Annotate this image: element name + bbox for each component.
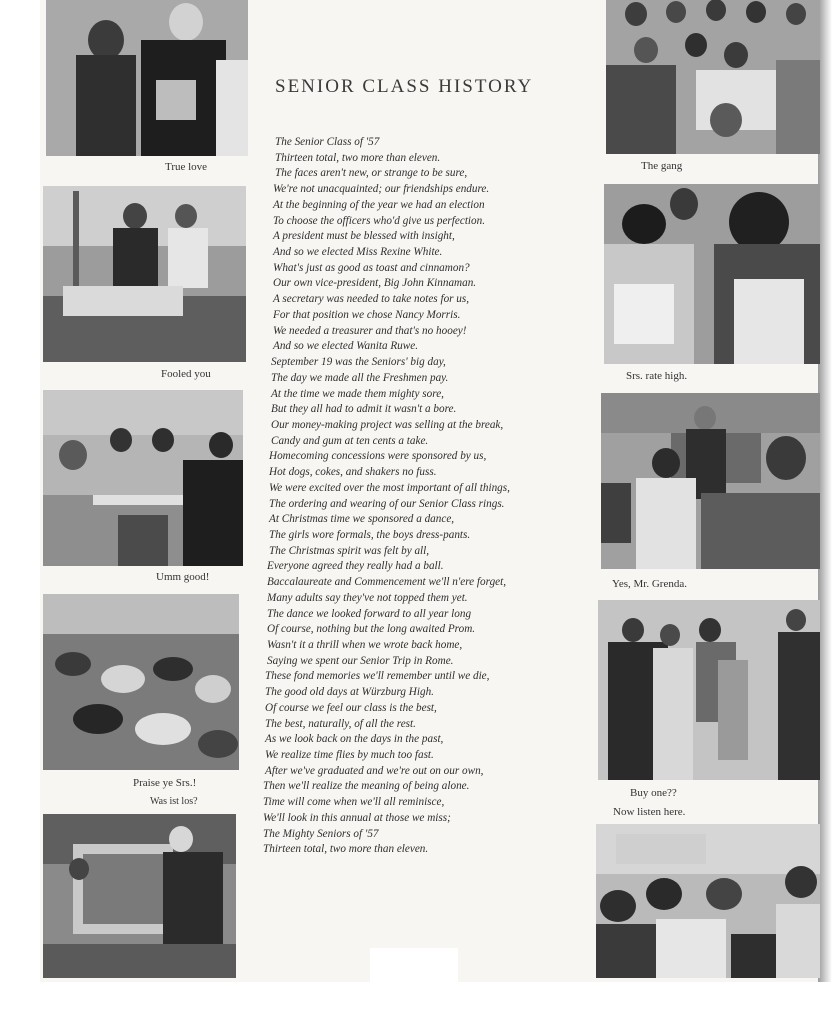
poem-line: The faces aren't new, or strange to be sure, [275,167,468,180]
caption-now-listen-here: Now listen here. [613,806,686,818]
poem-line: To choose the officers who'd give us perfection. [273,214,486,227]
poem-line: At the beginning of the year we had an election [273,198,485,211]
photo-yes-mr-grenda [601,393,820,569]
poem-line: Hot dogs, cokes, and shakers no fuss. [269,466,437,479]
poem-line: Thirteen total, two more than eleven. [275,151,441,164]
poem-line: The Senior Class of '57 [275,136,380,148]
poem-line: Then we'll realize the meaning of being alone. [263,780,470,793]
poem-line: Our own vice-president, Big John Kinnaman. [273,277,477,290]
page-title: SENIOR CLASS HISTORY [275,76,534,97]
caption-fooled-you: Fooled you [161,368,211,380]
poem-line: Of course, nothing but the long awaited Prom. [267,623,476,636]
photo-srs-rate-high [604,184,820,364]
poem-line: We're not unacquainted; our friendships endure. [273,183,490,196]
caption-praise-ye-srs: Praise ye Srs.! [133,777,197,789]
poem-line: September 19 was the Seniors' big day, [271,356,446,369]
page-edge-shadow [818,0,832,982]
photo-praise-ye-srs [43,594,239,770]
poem-line: Candy and gum at ten cents a take. [271,434,429,447]
photo-now-listen-here [596,824,820,978]
photo-the-gang [606,0,820,154]
poem-line: The Christmas spirit was felt by all, [269,544,430,557]
poem-line: And so we elected Wanita Ruwe. [273,340,418,353]
poem-line: The girls wore formals, the boys dress-pants. [269,528,471,541]
poem-line: And so we elected Miss Rexine White. [273,246,443,259]
photo-fooled-you [43,186,246,362]
poem-line: At the time we made them mighty sore, [271,387,444,400]
poem-line: The good old days at Würzburg High. [265,686,434,699]
caption-was-ist-los: Was ist los? [150,796,198,807]
page-bottom-notch [370,948,458,982]
poem-line: The day we made all the Freshmen pay. [271,371,449,384]
poem-line: Saying we spent our Senior Trip in Rome. [267,654,454,667]
poem-line: We realize time flies by much too fast. [265,749,434,762]
poem-line: A secretary was needed to take notes for us, [273,293,470,306]
poem-line: We needed a treasurer and that's no hooey! [273,324,467,337]
poem-line: A president must be blessed with insight, [273,230,455,243]
poem-line: Homecoming concessions were sponsored by us, [269,450,487,463]
photo-umm-good [43,390,243,566]
poem-line: Many adults say they've not topped them yet. [267,591,468,604]
poem-line: Our money-making project was selling at the break, [271,418,504,431]
poem-line: As we look back on the days in the past, [265,733,444,746]
poem-line: The ordering and wearing of our Senior Class rings. [269,497,505,510]
poem-line: We'll look in this annual at those we miss; [263,811,451,824]
poem-line: Thirteen total, two more than eleven. [263,843,429,856]
poem-line: Time will come when we'll all reminisce, [263,796,445,809]
photo-was-ist-los [43,814,236,978]
poem-line: After we've graduated and we're out on our own, [265,764,484,777]
poem-line: Baccalaureate and Commencement we'll n'ere forget, [267,576,507,589]
caption-yes-mr-grenda: Yes, Mr. Grenda. [612,578,687,590]
poem-line: The Mighty Seniors of '57 [263,827,379,840]
caption-umm-good: Umm good! [156,571,210,583]
poem-line: But they all had to admit it wasn't a bore. [271,403,457,416]
poem-line: At Christmas time we sponsored a dance, [269,513,455,526]
photo-buy-one [598,600,820,780]
poem-line: Wasn't it a thrill when we wrote back home, [267,639,463,651]
poem-line: We were excited over the most important of all things, [269,481,510,494]
poem-line: These fond memories we'll remember until we die, [265,670,490,683]
photo-true-love [46,0,248,156]
class-history-poem [263,135,593,858]
caption-srs-rate-high: Srs. rate high. [626,370,688,382]
poem-line: Of course we feel our class is the best, [265,701,437,714]
poem-line: Everyone agreed they really had a ball. [267,560,444,573]
poem-line: For that position we chose Nancy Morris. [273,308,461,321]
caption-the-gang: The gang [641,160,683,172]
poem-line: What's just as good as toast and cinnamon? [273,261,470,274]
poem-line: The best, naturally, of all the rest. [265,717,416,730]
caption-buy-one: Buy one?? [630,787,677,799]
poem-line: The dance we looked forward to all year long [267,607,472,620]
caption-true-love: True love [165,161,208,173]
